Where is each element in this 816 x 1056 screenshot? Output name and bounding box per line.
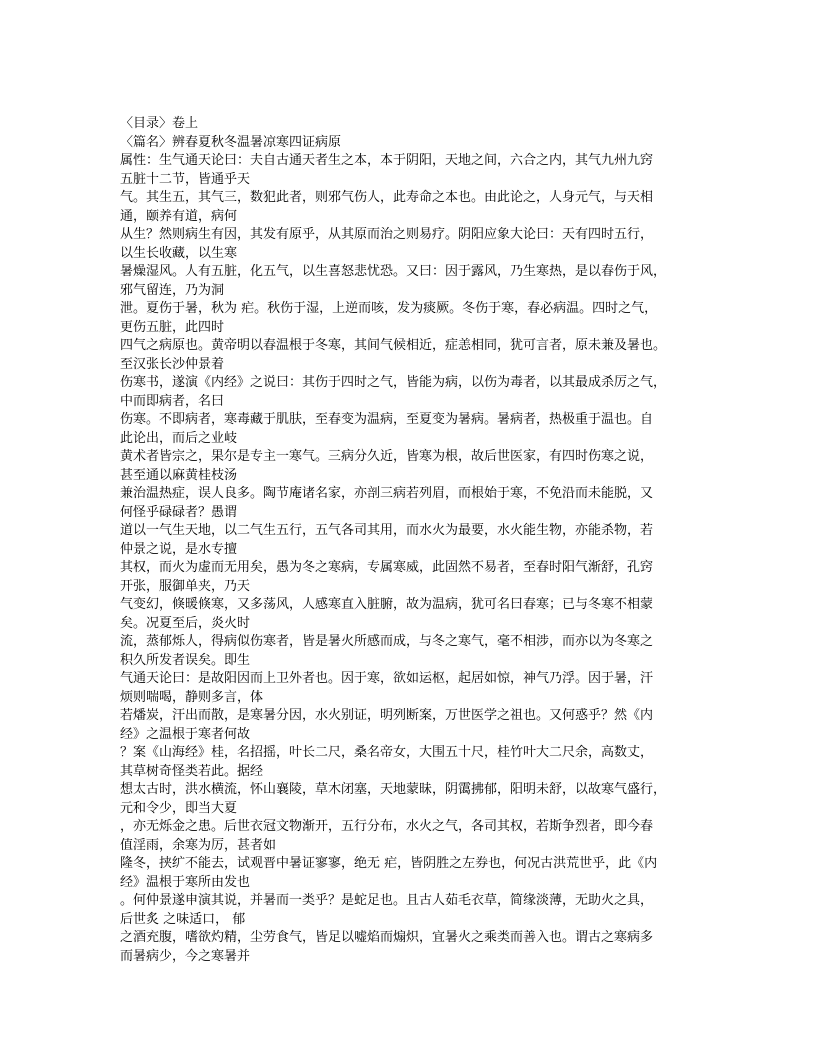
text-line: 中而即病者，名曰 bbox=[120, 393, 225, 409]
text-line: 隆冬，挟纩不能去，试观晋中暑证寥寥，绝无 疟，皆阴胜之左券也，何况古洪荒世乎，此《内 bbox=[120, 856, 658, 871]
text-line: 五脏十二节，皆通乎天 bbox=[120, 171, 251, 187]
text-line: 通，颐养有道，病何 bbox=[120, 208, 238, 224]
text-line: 气通天论曰：是故阳因而上卫外者也。因于寒，欲如运枢，起居如惊，神气乃浮。因于暑，汗 bbox=[120, 671, 654, 686]
text-line: 若燔炭，汗出而散，是寒暑分因，水火别证，明列断案，万世医学之祖也。又何惑乎？然《内 bbox=[120, 708, 654, 723]
text-line: 此论出，而后之业岐 bbox=[120, 430, 238, 446]
text-line: 之酒充腹，嗜欲灼精，尘劳食气，皆足以嘘焰而煽炽，宜暑火之乘类而善入也。谓古之寒病多 bbox=[120, 930, 654, 945]
text-line: 气。其生五，其气三，数犯此者，则邪气伤人，此寿命之本也。由此论之，人身元气，与天相 bbox=[120, 190, 654, 205]
text-line: 伤寒。不即病者，寒毒藏于肌肤，至春变为温病，至夏变为暑病。暑病者，热极重于温也。自 bbox=[120, 412, 654, 427]
text-line: 泄。夏伤于暑，秋为 疟。秋伤于湿，上逆而咳，发为痰厥。冬伤于寒，春必病温。四时之气， bbox=[120, 301, 658, 316]
text-line: 邪气留连，乃为洞 bbox=[120, 282, 225, 298]
text-line: 积久所发者误矣。即生 bbox=[120, 652, 251, 668]
text-line: 其权，而火为虚而无用矣，愚为冬之寒病，专属寒威，此固然不易者，至春时阳气渐舒，孔窍 bbox=[120, 560, 654, 575]
text-line: 开张，服御单夹，乃天 bbox=[120, 578, 251, 594]
text-line: 甚至通以麻黄桂枝汤 bbox=[120, 467, 238, 483]
text-line: 烦则喘喝，静则多言，体 bbox=[120, 689, 264, 705]
text-line: 以生长收藏，以生寒 bbox=[120, 245, 238, 261]
text-line: 矣。况夏至后，炎火时 bbox=[120, 615, 251, 631]
text-line: 经》温根于寒所由发也 bbox=[120, 874, 251, 890]
text-line: 气变幻，倏暖倏寒，又多荡风，人感寒直入脏腑，故为温病，犹可名曰春寒；已与冬寒不相蒙 bbox=[120, 597, 654, 612]
text-line: 想太古时，洪水横流，怀山襄陵，草木闭塞，天地蒙昧，阴霭拂郁，阳明未舒，以故寒气盛行， bbox=[120, 782, 667, 797]
document-body bbox=[120, 115, 706, 966]
text-line: 道以一气生天地，以二气生五行，五气各司其用，而水火为最要，水火能生物，亦能杀物，若 bbox=[120, 523, 654, 538]
text-line: 伤寒书，遂演《内经》之说曰：其伤于四时之气，皆能为病，以伤为毒者，以其最成杀厉之气， bbox=[120, 375, 667, 390]
text-line: 值淫雨，余寒为厉，甚者如 bbox=[120, 837, 277, 853]
text-line: 暑燥湿风。人有五脏，化五气，以生喜怒悲忧恐。又曰：因于露风，乃生寒热，是以春伤于风， bbox=[120, 264, 667, 279]
text-line: 更伤五脏，此四时 bbox=[120, 319, 225, 335]
text-line: 属性：生气通天论曰：夫自古通天者生之本，本于阴阳，天地之间，六合之内，其气九州九窍 bbox=[120, 153, 654, 168]
text-line: 流，蒸郁烁人，得病似伤寒者，皆是暑火所感而成，与冬之寒气，毫不相涉，而亦以为冬寒之 bbox=[120, 634, 654, 649]
text-line: 至汉张长沙仲景着 bbox=[120, 356, 225, 372]
text-line: 后世炙 之味适口， 郁 bbox=[120, 911, 246, 927]
text-line: ？案《山海经》桂，名招摇，叶长二尺，桑名帝女，大围五十尺，桂竹叶大二尺余，高数丈， bbox=[120, 745, 654, 760]
text-line: 黄术者皆宗之，果尔是专主一寒气。三病分久近，皆寒为根，故后世医家，有四时伤寒之说， bbox=[120, 449, 654, 464]
text-line: 。何仲景遂申演其说，并暑而一类乎？是蛇足也。且古人茹毛衣草，简缘淡薄，无助火之具， bbox=[120, 893, 654, 908]
text-line: 而暑病少，今之寒暑并 bbox=[120, 948, 251, 964]
text-line: 兼治温热症，误人良多。陶节庵诸名家，亦剖三病若列眉，而根始于寒，不免沿而未能脱，又 bbox=[120, 486, 654, 501]
text-line: 四气之病原也。黄帝明以春温根于冬寒，其间气候相近，症恙相同，犹可言者，原未兼及暑也。 bbox=[120, 338, 667, 353]
text-line: 经》之温根于寒者何故 bbox=[120, 726, 251, 742]
text-line: 何怪乎碌碌者？愚谓 bbox=[120, 504, 238, 520]
text-line: 元和令少，即当大夏 bbox=[120, 800, 238, 816]
text-line: 〈篇名〉辨春夏秋冬温暑凉寒四证病原 bbox=[120, 134, 342, 150]
text-line: 仲景之说，是水专擅 bbox=[120, 541, 238, 557]
text-line: ，亦无烁金之患。后世衣冠文物渐开，五行分布，水火之气，各司其权，若斯争烈者，即今春 bbox=[120, 819, 654, 834]
text-line: 〈目录〉卷上 bbox=[120, 116, 199, 131]
text-line: 从生？然则病生有因，其发有原乎，从其原而治之则易疗。阴阳应象大论曰：天有四时五行， bbox=[120, 227, 654, 242]
text-line: 其草树奇怪类若此。据经 bbox=[120, 763, 264, 779]
